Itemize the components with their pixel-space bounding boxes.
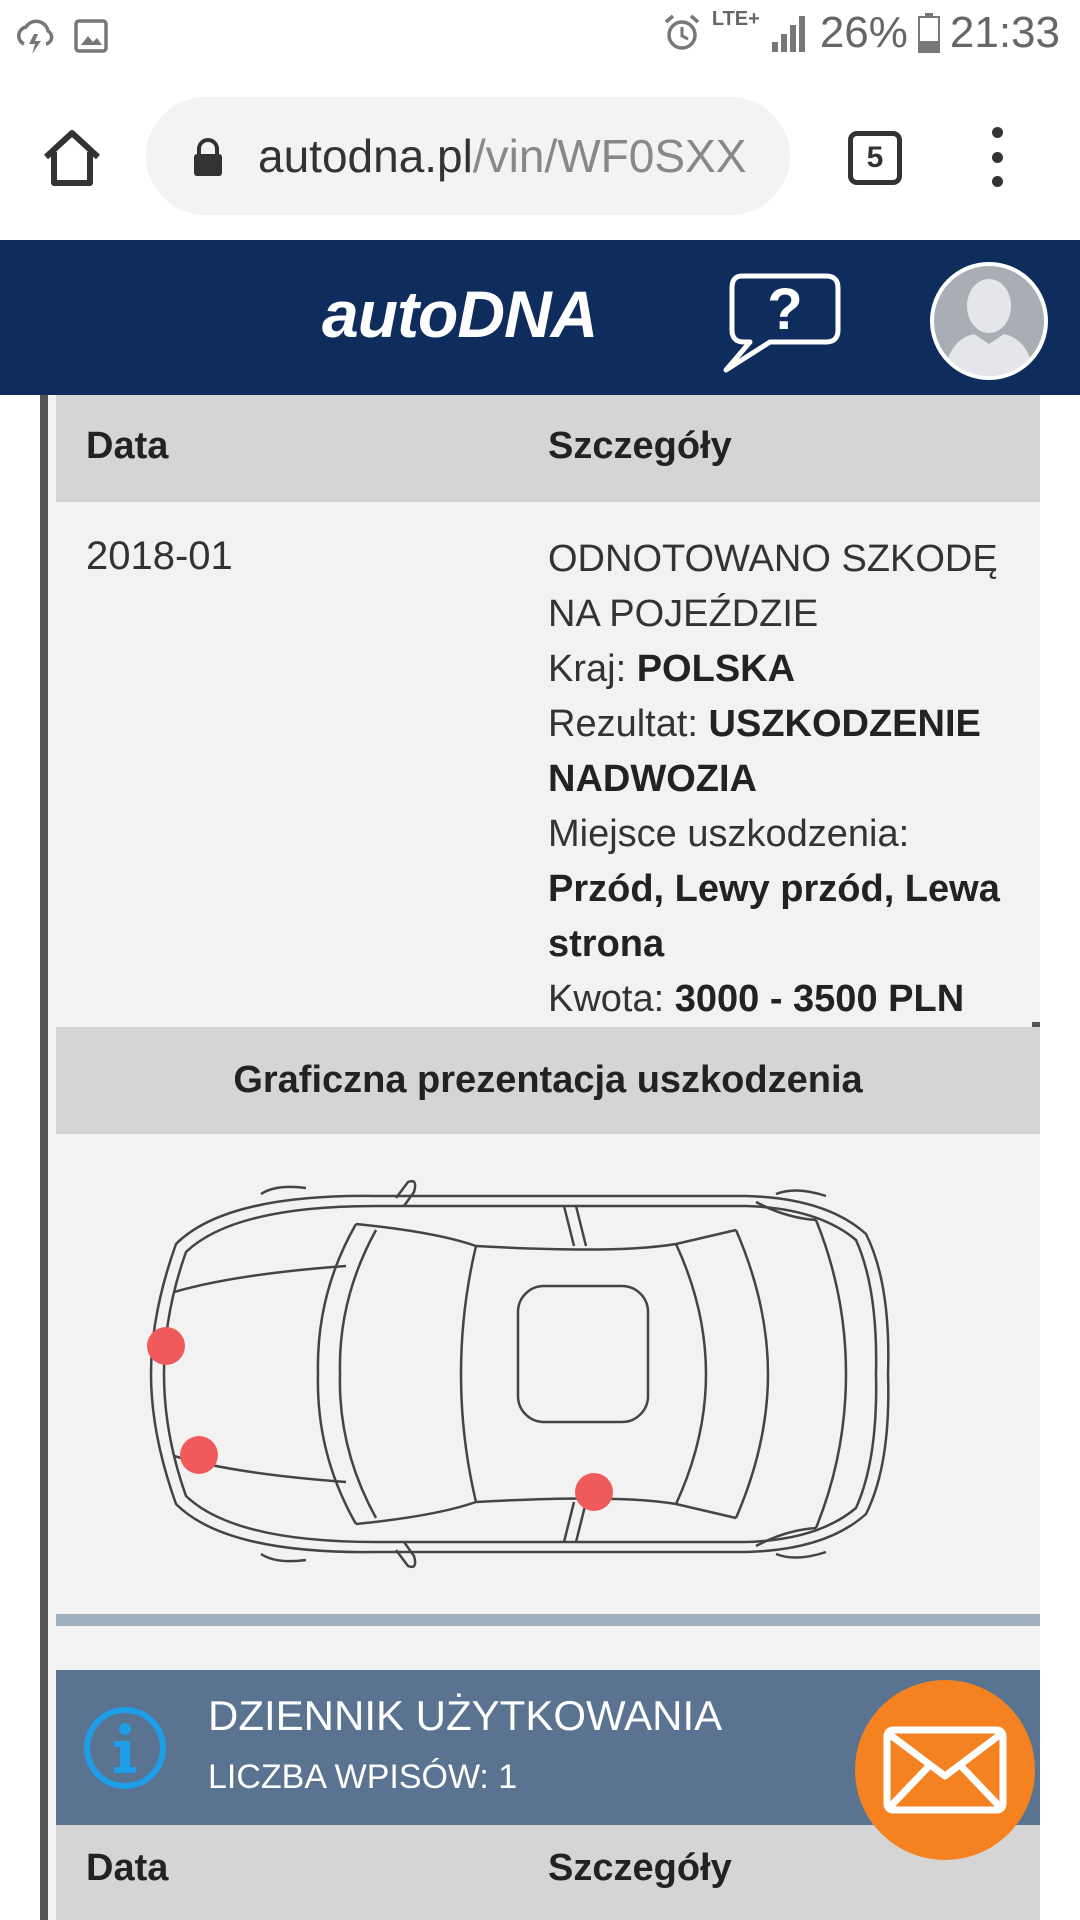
address-bar[interactable] [146, 97, 790, 215]
damage-marker-front [147, 1327, 185, 1365]
battery-icon [918, 13, 940, 53]
car-top-view-diagram [56, 1134, 1040, 1614]
signal-icon [770, 14, 810, 52]
damage-graphic [56, 1134, 1040, 1614]
section-divider [56, 1614, 1040, 1626]
column-details: Szczegóły [548, 1847, 732, 1889]
battery-percent: 26% [819, 8, 908, 57]
alarm-icon [662, 13, 702, 53]
url-text[interactable] [258, 129, 778, 183]
graphic-section-title: Graficzna prezentacja uszkodzenia [56, 1027, 1040, 1134]
tab-switcher-button[interactable]: 5 [848, 131, 902, 185]
url-domain: autodna.pl [258, 130, 473, 182]
damage-record-row [56, 502, 1040, 1022]
status-bar [0, 0, 1080, 75]
app-header [0, 240, 1080, 395]
usage-log-count: LICZBA WPISÓW: 1 [208, 1758, 518, 1796]
clock: 21:33 [949, 8, 1060, 57]
lightning-cloud-icon [12, 14, 56, 58]
info-icon [82, 1705, 168, 1791]
column-date: Data [86, 425, 169, 467]
image-notification-icon [74, 19, 108, 53]
usage-log-title: DZIENNIK UŻYTKOWANIA [208, 1692, 723, 1739]
record-date: 2018-01 [86, 534, 233, 578]
record-location-label: Miejsce uszkodzenia: [548, 813, 910, 855]
user-silhouette-icon [934, 266, 1044, 376]
browser-toolbar [0, 75, 1080, 240]
record-amount: Kwota: 3000 - 3500 PLN [548, 978, 965, 1020]
autodna-logo[interactable]: autoDNA [322, 277, 598, 351]
home-icon[interactable] [40, 125, 104, 189]
damage-marker-left-side [575, 1473, 613, 1511]
record-details [548, 532, 1028, 1027]
browser-menu-icon[interactable] [985, 127, 1009, 187]
url-path: /vin/WF0SXX [472, 130, 747, 182]
envelope-icon [883, 1726, 1007, 1814]
svg-text:?: ? [767, 277, 803, 342]
lock-icon [192, 137, 224, 177]
network-type: LTE+ [711, 8, 760, 30]
record-location-value: Przód, Lewy przód, Lewa strona [548, 868, 1000, 965]
user-avatar[interactable] [930, 262, 1048, 380]
column-date: Data [86, 1847, 169, 1889]
help-chat-icon[interactable] [722, 266, 848, 374]
report-frame [40, 395, 1040, 1920]
record-country: Kraj: POLSKA [548, 648, 796, 690]
contact-mail-button[interactable] [855, 1680, 1035, 1860]
damage-marker-front-left [180, 1436, 218, 1474]
record-event: ODNOTOWANO SZKODĘ NA POJEŹDZIE [548, 538, 998, 635]
record-result: Rezultat: USZKODZENIE NADWOZIA [548, 703, 981, 800]
damage-table-header [56, 395, 1040, 502]
column-details: Szczegóły [548, 425, 732, 467]
